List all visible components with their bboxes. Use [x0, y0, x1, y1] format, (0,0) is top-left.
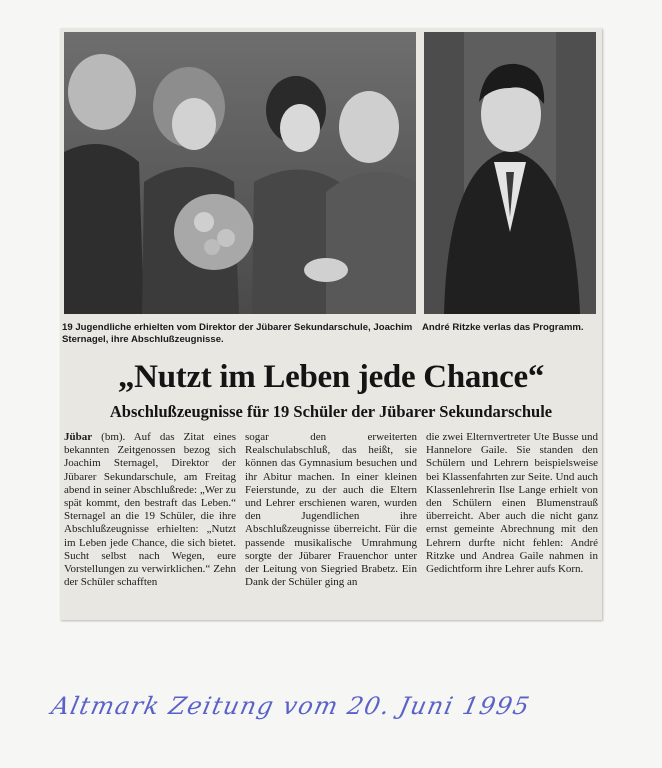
column-text: die zwei Elternvertreter Ute Busse und Hannelore Gaile. Sie standen den Schülern und Lehrern beispielsweise bei Klassenfahrten zur Seite. Und auch Klassenlehrerin Ilse Lange erhielt von den Schülern einen Blumenstrauß überreicht. Aber auch die nicht ganz ernst gemeinte Abrechnung mit den Lehrern durfte nicht fehlen: André Ritzke und Andrea Gaile nahmen in Gedichtform ihre Lehrer aufs Korn.	[426, 431, 598, 576]
column-text: (bm). Auf das Zitat eines bekannten Zeitgenossen bezog sich Joachim Sternagel, Direktor der Jübarer Sekundarschule, am Freitag abend in seiner Abschlußrede: „Wer zu spät kommt, den bestraft das Leben.“ Sternagel an die 19 Schüler, die ihre Abschlußzeugnisse erhielten: „Nutzt im Leben jede Chance, die sich bietet. Sucht selbst nach Wegen, eure Vorstellungen zu verwirklichen.“ Zehn der Schüler schafften	[64, 431, 236, 589]
article-column-2	[245, 431, 417, 617]
article-dateline: Jübar	[64, 431, 93, 443]
handwritten-source-note: Altmark Zeitung vom 20. Juni 1995	[49, 692, 534, 720]
article-column-3	[426, 431, 598, 617]
photo-diploma-ceremony	[64, 32, 416, 314]
newspaper-clipping	[60, 28, 602, 620]
article-subheadline: Abschlußzeugnisse für 19 Schüler der Jübarer Sekundarschule	[109, 402, 553, 421]
column-text: sogar den erweiterten Realschulabschluß, das heißt, sie können das Gymnasium besuchen und ihr Abitur machen. In einer kleinen Feierstunde, zu der auch die Eltern und Lehrer erschienen waren, wurden den Jugendlichen ihre Abschlußzeugnisse überreicht. Für die passende musikalische Umrahmung sorgte der Jübarer Frauenchor unter der Leitung von Siegried Brabetz. Ein Dank der Schüler ging an	[245, 431, 417, 589]
photo-caption-right: André Ritzke verlas das Programm.	[422, 322, 584, 333]
photo-andre-ritzke	[424, 32, 596, 314]
article-headline: „Nutzt im Leben jede Chance“	[117, 359, 545, 395]
article-body	[64, 431, 598, 617]
article-column-1	[64, 431, 236, 617]
photo-caption-left: 19 Jugendliche erhielten vom Direktor der Jübarer Sekundarschule, Joachim Sternagel, ihre Abschlußzeugnisse.	[62, 322, 413, 345]
